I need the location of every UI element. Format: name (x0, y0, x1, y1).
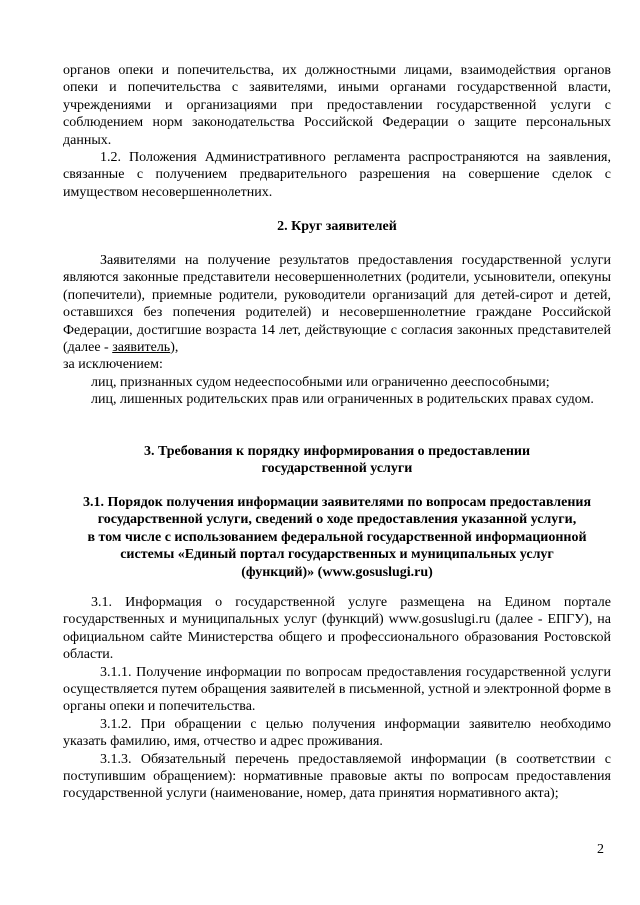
section-3-1-body (63, 594, 611, 803)
heading-3-1-line4: системы «Единый портал государственных и муниципальных услуг (120, 547, 554, 563)
paragraph-3-1-3: 3.1.3. Обязательный перечень предоставляемой информации (в соответствии с поступившим обращением): нормативные правовые акты по вопросам предоставления государственной услуги (наименование, номер, дата принятия нормативного акта); (63, 751, 611, 802)
paragraph-applicants (63, 252, 611, 356)
paragraph-exception-2: лиц, лишенных родительских прав или ограниченных в родительских правах судом. (91, 392, 594, 408)
heading-section-3-line1: 3. Требования к порядку информирования о предоставлении (143, 444, 531, 459)
paragraph-3-1: 3.1. Информация о государственной услуге размещена на Едином портале государственных и муниципальных услуг (функций) www.gosuslugi.ru (далее - ЕПГУ), на официальном сайте Министерства общего и профессионального образования Ростовской области. (63, 595, 611, 663)
paragraph-3-1-2: 3.1.2. При обращении с целью получения информации заявителю необходимо указать фамилию, имя, отчество и адрес проживания. (63, 716, 611, 750)
heading-3-1-line3: в том числе с использованием федеральной государственной информационной (87, 529, 587, 545)
paragraph-3-1-1: 3.1.1. Получение информации по вопросам предоставления государственной услуги осуществляется путем обращения заявителей в письменной, устной и электронной форме в органы опеки и попечительства. (63, 664, 611, 715)
paragraph-exceptions: за исключением: (63, 357, 163, 373)
section-2-body (63, 252, 611, 409)
applicants-text-end: ), (170, 340, 179, 356)
heading-section-3-line2: государственной услуги (261, 461, 413, 477)
paragraph-exception-1: лиц, признанных судом недееспособными или ограниченно дееспособными; (91, 374, 550, 390)
applicants-text: Заявителями на получение результатов предоставления государственной услуги являются законные представители несовершеннолетних (родители, усыновители, опекуны (попечители), приемные родители, руководители организаций для детей-сирот и детей, оставшихся без попечения родителей) и несовершеннолетние граждане Российской Федерации, достигшие возраста 14 лет, действующие с согласия законных представителей (далее - (63, 253, 611, 356)
paragraph-1-2: 1.2. Положения Административного регламента распространяются на заявления, связанные с получением предварительного разрешения на совершение сделок с имуществом несовершеннолетних. (63, 150, 611, 200)
heading-3-1-line2: государственной услуги, сведений о ходе предоставления указанной услуги, (97, 512, 577, 528)
applicant-term: заявитель (112, 340, 171, 356)
paragraph-intro: органов опеки и попечительства, их должностными лицами, взаимодействия органов опеки и попечительства с заявителями, иными органами государственной власти, учреждениями и организациями при предоставлении государственной услуги с соблюдением норм законодательства Российской Федерации о защите персональных данных. (63, 63, 611, 148)
section-intro (63, 62, 611, 201)
section-2-heading-wrap (63, 218, 611, 235)
heading-3-1-line1: 3.1. Порядок получения информации заявителями по вопросам предоставления (82, 495, 592, 510)
section-3-heading (63, 443, 611, 478)
heading-3-1-line5: (функций)» (www.gosuslugi.ru) (241, 564, 433, 580)
heading-section-2: 2. Круг заявителей (277, 219, 397, 234)
section-3-1-heading (58, 494, 616, 581)
page-number: 2 (597, 842, 604, 857)
